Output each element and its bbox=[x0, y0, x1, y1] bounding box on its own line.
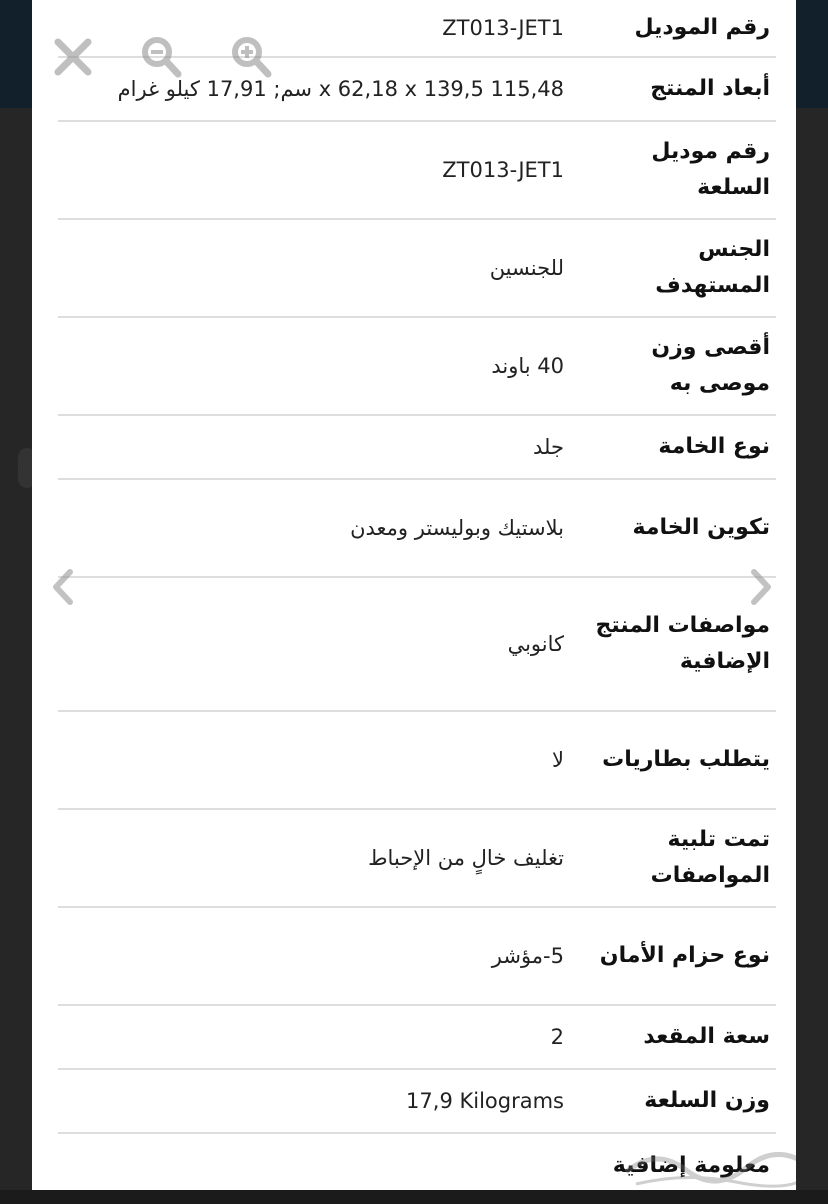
spec-value: ZT013-JET1 bbox=[442, 158, 564, 182]
spec-label: الجنس المستهدف bbox=[655, 237, 770, 298]
spec-label: نوع الخامة bbox=[658, 434, 770, 459]
spec-label: رقم الموديل bbox=[634, 15, 770, 40]
spec-row-material-composition bbox=[58, 480, 776, 578]
spec-row-item-model-number bbox=[58, 122, 776, 220]
spec-label: تكوين الخامة bbox=[632, 515, 770, 540]
backdrop-right bbox=[796, 108, 828, 1204]
spec-value: 17,9 Kilograms bbox=[406, 1089, 564, 1113]
spec-row-max-weight bbox=[58, 318, 776, 416]
spec-label: مواصفات المنتج الإضافية bbox=[595, 613, 770, 674]
zoom-in-icon[interactable] bbox=[228, 34, 274, 80]
spec-value: جلد bbox=[533, 435, 564, 459]
spec-value: للجنسين bbox=[489, 256, 564, 280]
spec-label: أبعاد المنتج bbox=[650, 76, 770, 101]
bottom-band bbox=[0, 1190, 828, 1204]
product-details-panel bbox=[32, 0, 796, 1190]
watermark-logo bbox=[616, 1142, 796, 1190]
spec-table bbox=[58, 0, 776, 1190]
backdrop-left bbox=[0, 108, 32, 1204]
spec-value: 2 bbox=[550, 1025, 564, 1049]
spec-label: تمت تلبية المواصفات bbox=[650, 827, 770, 888]
spec-value: 40 باوند bbox=[491, 354, 564, 378]
spec-row-specifications-met bbox=[58, 810, 776, 908]
viewer-toolbar bbox=[80, 34, 330, 84]
chevron-left-icon[interactable] bbox=[50, 568, 76, 606]
spec-row-harness-type bbox=[58, 908, 776, 1006]
spec-label: نوع حزام الأمان bbox=[599, 943, 770, 968]
chevron-right-icon[interactable] bbox=[748, 568, 774, 606]
spec-label: معلومة إضافية bbox=[612, 1153, 770, 1178]
spec-value: بلاستيك وبوليستر ومعدن bbox=[350, 516, 564, 540]
spec-label: أقصى وزن موصى به bbox=[651, 335, 770, 396]
spec-value: ZT013-JET1 bbox=[442, 16, 564, 40]
spec-label: وزن السلعة bbox=[644, 1088, 770, 1113]
spec-row-batteries-required bbox=[58, 712, 776, 810]
spec-value: لا bbox=[552, 748, 564, 772]
spec-value: 115,48 x 62,18 x 139,5 سم; 17,91 كيلو غرام bbox=[117, 77, 564, 101]
spec-value: كانوبي bbox=[507, 632, 564, 656]
zoom-out-icon[interactable] bbox=[138, 34, 184, 80]
spec-row-seating-capacity bbox=[58, 1006, 776, 1070]
spec-label: رقم موديل السلعة bbox=[651, 139, 770, 200]
spec-row-target-gender bbox=[58, 220, 776, 318]
spec-row-material-type bbox=[58, 416, 776, 480]
close-icon[interactable] bbox=[50, 34, 96, 80]
spec-value: تغليف خالٍ من الإحباط bbox=[368, 846, 564, 870]
spec-value: 5-مؤشر bbox=[491, 944, 564, 968]
spec-label: سعة المقعد bbox=[643, 1024, 770, 1049]
spec-row-item-weight bbox=[58, 1070, 776, 1134]
spec-label: يتطلب بطاريات bbox=[602, 747, 770, 772]
spec-row-additional-features bbox=[58, 578, 776, 712]
